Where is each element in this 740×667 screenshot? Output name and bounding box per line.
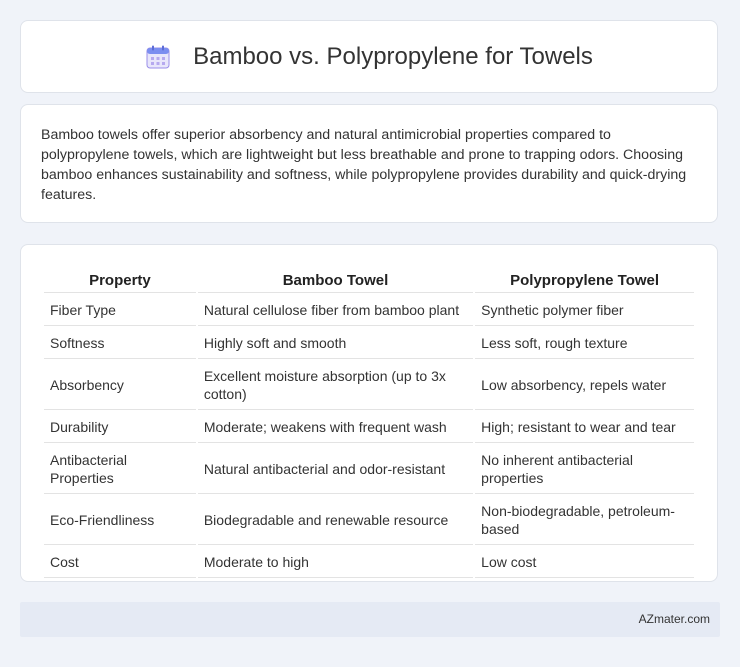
header-property: Property [44,267,196,293]
comparison-card [20,244,718,582]
table-header-row [44,267,694,293]
comparison-table [42,265,696,580]
table-cell: Softness [44,328,196,359]
page-title: Bamboo vs. Polypropylene for Towels [193,42,593,70]
table-cell: Low cost [475,547,694,578]
header-bamboo: Bamboo Towel [198,267,473,293]
table-cell: Highly soft and smooth [198,328,473,359]
table-cell: Cost [44,547,196,578]
table-row [44,496,694,545]
table-row [44,547,694,578]
footer-site-link[interactable]: AZmater.com [638,612,710,626]
intro-card [20,104,718,223]
table-row [44,445,694,494]
table-cell: Synthetic polymer fiber [475,295,694,326]
table-cell: Natural antibacterial and odor-resistant [198,445,473,494]
title-card [20,20,718,93]
table-cell: High; resistant to wear and tear [475,412,694,443]
table-cell: Natural cellulose fiber from bamboo plant [198,295,473,326]
table-cell: Durability [44,412,196,443]
table-cell: Moderate; weakens with frequent wash [198,412,473,443]
header-polypropylene: Polypropylene Towel [475,267,694,293]
table-cell: Moderate to high [198,547,473,578]
calendar-icon [145,44,171,70]
table-row [44,295,694,326]
table-cell: Absorbency [44,361,196,410]
table-cell: Excellent moisture absorption (up to 3x cotton) [198,361,473,410]
table-row [44,412,694,443]
footer [20,602,720,637]
table-cell: Biodegradable and renewable resource [198,496,473,545]
table-cell: Eco-Friendliness [44,496,196,545]
table-cell: Low absorbency, repels water [475,361,694,410]
table-row [44,361,694,410]
table-cell: Less soft, rough texture [475,328,694,359]
table-cell: Antibacterial Properties [44,445,196,494]
table-cell: Fiber Type [44,295,196,326]
table-cell: Non-biodegradable, petroleum-based [475,496,694,545]
table-row [44,328,694,359]
table-cell: No inherent antibacterial properties [475,445,694,494]
intro-text: Bamboo towels offer superior absorbency and natural antimicrobial properties compared to polypropylene towels, which are lightweight but less breathable and prone to trapping odors. Choosing bamboo enhances sustainability and softness, while polypropylene provides durability and quick-drying features. [41,127,687,203]
